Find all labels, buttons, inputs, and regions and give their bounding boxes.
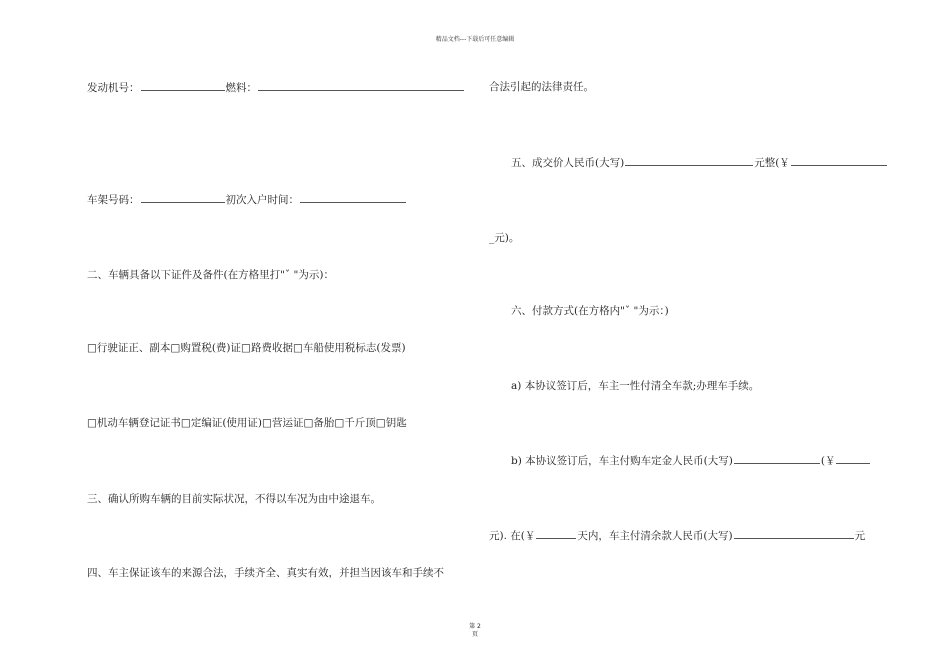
option-b-line	[511, 453, 871, 468]
documents-line-2: □机动车辆登记证书□定编证(使用证)□营运证□备胎□千斤顶□钥匙	[87, 417, 407, 429]
balance-mid-label: 天内，车主付清余款人民币(大写)	[577, 530, 733, 542]
section-3: 三、确认所购车辆的目前实际状况，不得以车况为由中途退车。	[87, 493, 381, 505]
deposit-uppercase-blank	[734, 453, 820, 464]
frame-reg-line	[87, 192, 407, 207]
price-number-blank	[791, 155, 887, 166]
frame-blank	[141, 192, 225, 203]
page-number	[0, 623, 950, 639]
section-5-end: _元)。	[489, 232, 520, 244]
engine-blank	[141, 80, 225, 91]
engine-label: 发动机号：	[87, 82, 140, 94]
section-5-label: 五、成交价人民币(大写)	[511, 157, 625, 169]
fuel-blank	[258, 80, 464, 91]
option-b-label: b) 本协议签订后，车主付购车定金人民币(大写)	[511, 455, 733, 467]
reg-blank	[300, 192, 406, 203]
page-number-line-2: 页	[471, 631, 478, 638]
page-number-line-1: 第 2	[469, 623, 481, 630]
balance-uppercase-blank	[734, 528, 854, 539]
section-5-yuan: 元整(￥	[754, 157, 790, 169]
balance-yen-label: 元). 在(￥	[489, 530, 536, 542]
fuel-label: 燃料：	[225, 82, 257, 94]
price-uppercase-blank	[625, 155, 753, 166]
section-2-title: 二、车辆具备以下证件及备件(在方格里打"ˇ "为示)：	[87, 269, 334, 281]
engine-fuel-line	[87, 80, 465, 95]
days-blank	[536, 528, 576, 539]
option-b-yen: (￥	[820, 455, 836, 467]
deposit-number-blank	[836, 453, 870, 464]
section-5-line	[511, 155, 888, 170]
frame-label: 车架号码：	[87, 194, 140, 206]
liability-continued: 合法引起的法律责任。	[489, 81, 594, 93]
reg-label: 初次入户时间：	[225, 194, 299, 206]
section-6-title: 六、付款方式(在方格内"ˇ "为示：)	[511, 305, 669, 317]
section-4: 四、车主保证该车的来源合法，手续齐全、真实有效，并担当因该车和手续不	[87, 567, 444, 579]
option-a: a) 本协议签订后，车主一性付清全车款;办理车手续。	[511, 380, 760, 392]
page-header: 精品文档---下载后可任意编辑	[435, 36, 515, 43]
balance-yuan: 元	[854, 530, 866, 542]
documents-line-1: □行驶证正、副本□购置税(费)证□路费收据□车船使用税标志(发票)	[87, 342, 406, 354]
balance-line	[489, 528, 865, 543]
